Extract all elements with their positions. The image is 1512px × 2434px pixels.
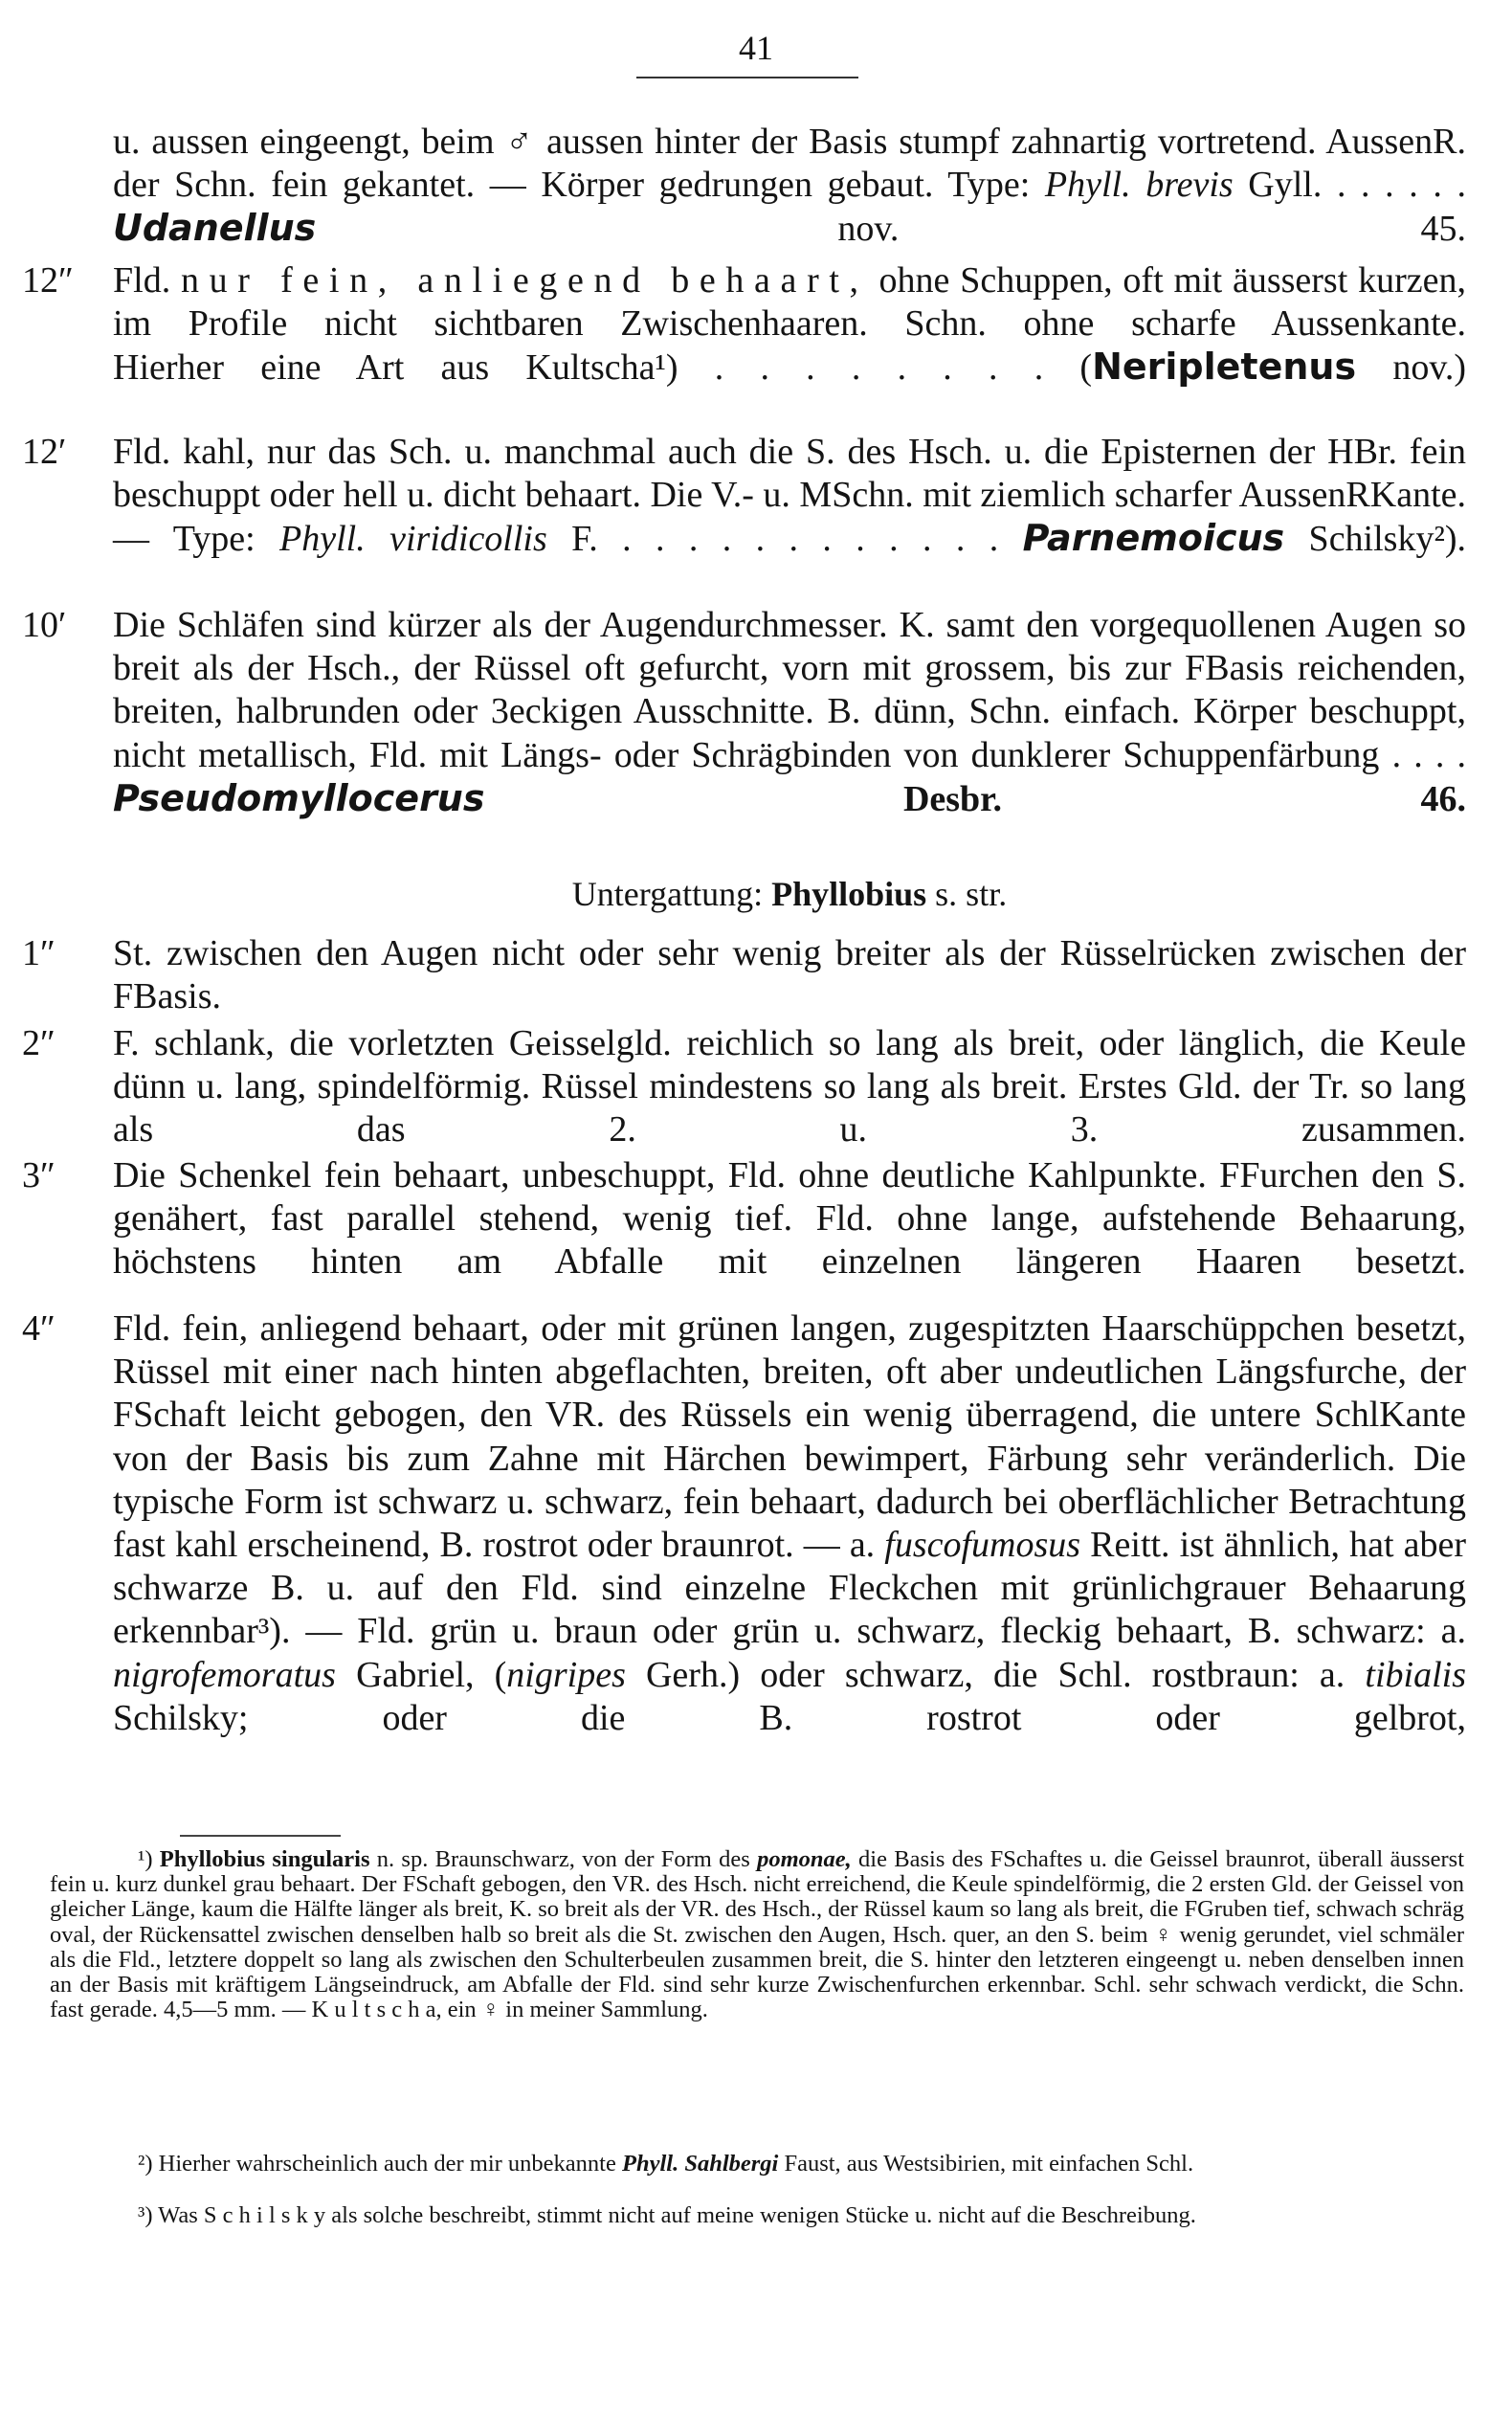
footnote-text: ²) Hierher wahrscheinlich auch der mir unbekannte Phyll. Sahlbergi Faust, aus Westsibirien, mit einfachen Schl. xyxy=(138,2151,1194,2177)
key-entry-4 xyxy=(22,1307,1466,1740)
page-number: 41 xyxy=(739,29,773,67)
key-entry-10-single xyxy=(22,604,1466,821)
footnote-1 xyxy=(50,1847,1464,2022)
key-entry-text: Fld. fein, anliegend behaart, oder mit grünen langen, zugespitzten Haarschüppchen besetzt, Rüssel mit einer nach hinten abgeflachten, breiten, oft aber undeutlichen Längsfurche, der FSchaft leicht gebogen, den VR. des Rüssels ein wenig überragend, die untere SchlKante von der Basis bis zum Zahne mit Härchen bewimpert, Färbung sehr veränderlich. Die typische Form ist schwarz u. schwarz, fein behaart, dadurch bei oberflächlicher Betrachtung fast kahl erscheinend, B. rostrot oder braunrot. — a. fuscofumosus Reitt. ist ähnlich, hat aber schwarze B. u. auf den Fld. sind einzelne Fleckchen mit grünlichgrauer Behaarung erkennbar³). — Fld. grün u. braun oder grün u. schwarz, fleckig behaart, B. schwarz: a. nigrofemoratus Gabriel, (nigripes Gerh.) oder schwarz, die Schl. rostbraun: a. tibialis Schilsky; oder die B. rostrot oder gelbrot, xyxy=(113,1308,1466,1738)
key-entry-number: 12′ xyxy=(22,432,67,472)
subgenus-heading: Untergattung: Phyllobius s. str. xyxy=(571,875,1008,913)
key-entry-text: Fld. kahl, nur das Sch. u. manchmal auch die S. des Hsch. u. die Episternen der HBr. fein beschuppt oder hell u. dicht behaart. Die V.- u. MSchn. mit ziemlich scharfer AussenRKante. — Type: Phyll. viridicollis F. . . . . . . . . . . . . Parnemoicus Schilsky²). xyxy=(113,432,1467,560)
key-entry-text: Die Schenkel fein behaart, unbeschuppt, Fld. ohne deutliche Kahlpunkte. FFurchen den S. genähert, fast parallel stehend, wenig tief. Fld. ohne lange, aufstehende Behaarung, höchstens hinten am Abfalle mit einzelnen längeren Haaren besetzt. xyxy=(113,1155,1466,1283)
key-entry-number: 10′ xyxy=(22,605,67,645)
key-entry-text: Fld. nur fein, anliegend behaart, ohne Schuppen, oft mit äusserst kurzen, im Profile nicht sichtbaren Zwischenhaaren. Schn. ohne scharfe Aussenkante. Hierher eine Art aus Kultscha¹) . . . . . . . . (Neripletenus nov.) xyxy=(113,260,1467,389)
key-entry-text: Die Schläfen sind kürzer als der Augendurchmesser. K. samt den vorgequollenen Augen so breit als der Hsch., der Rüssel oft gefurcht, vorn mit grossem, bis zur FBasis reichenden, breiten, halbrunden oder 3eckigen Ausschnitte. B. dünn, Schn. einfach. Körper beschuppt, nicht metallisch, Fld. mit Längs- oder Schrägbinden von dunklerer Schuppenfärbung . . . . Pseudomyllocerus Desbr. 46. xyxy=(113,605,1466,819)
page-number-rule xyxy=(636,77,858,78)
footnote-3 xyxy=(50,2203,1464,2228)
key-entry-continuation xyxy=(113,121,1466,252)
footnote-text: ¹) Phyllobius singularis n. sp. Braunschwarz, von der Form des pomonae, die Basis des FSchaftes u. die Geissel braunrot, überall äusserst fein u. kurz dunkel grau behaart. Der FSchaft gebogen, den VR. des Hsch. nicht erreichend, die Keule spindelförmig, die 2 ersten Gld. der Geissel von gleicher Länge, kaum die Hälfte länger als breit, K. so breit als der VR. des Hsch., der Rüssel kaum so lang als breit, die FGruben tief, schwach schräg oval, der Rückensattel zwischen denselben halb so breit als die St. zwischen den Augen, Hsch. quer, an den S. beim ♀ wenig gerundet, viel schmäler als die Fld., letztere doppelt so lang als zwischen den Schulterbeulen zusammen breit, die S. hinter den letzteren eingeengt u. neben denselben innen an der Basis mit kräftigem Längseindruck, am Abfalle der Fld. sind sehr kurze Zwischenfurchen erkennbar. Schl. sehr schwach verdickt, die Schn. fast gerade. 4,5—5 mm. — K u l t s c h a, ein ♀ in meiner Sammlung. xyxy=(50,1846,1465,2023)
key-entry-number: 3″ xyxy=(22,1155,56,1195)
footnote-2 xyxy=(50,2152,1464,2177)
key-entry-number: 1″ xyxy=(22,933,56,973)
key-entry-text: F. schlank, die vorletzten Geisselgld. reichlich so lang als breit, oder länglich, die Keule dünn u. lang, spindelförmig. Rüssel mindestens so lang als breit. Erstes Gld. der Tr. so lang als das 2. u. 3. zusammen. xyxy=(113,1023,1466,1150)
key-entry-number: 2″ xyxy=(22,1023,56,1063)
key-entry-text: u. aussen eingeengt, beim ♂ aussen hinter der Basis stumpf zahnartig vortretend. AussenR. der Schn. fein gekantet. — Körper gedrungen gebaut. Type: Phyll. brevis Gyll. . . . . . . Udanellus nov. 45. xyxy=(113,122,1467,250)
key-entry-number: 4″ xyxy=(22,1308,56,1349)
key-entry-3 xyxy=(22,1154,1466,1284)
key-entry-2 xyxy=(22,1022,1466,1152)
key-entry-12-single xyxy=(22,431,1467,562)
key-entry-text: St. zwischen den Augen nicht oder sehr wenig breiter als der Rüsselrücken zwischen der FBasis. xyxy=(113,933,1466,1017)
key-entry-number: 12″ xyxy=(22,260,74,301)
footnote-text: ³) Was S c h i l s k y als solche beschreibt, stimmt nicht auf meine wenigen Stücke u. nicht auf die Beschreibung. xyxy=(138,2202,1196,2228)
footnote-rule xyxy=(180,1835,341,1837)
key-entry-1 xyxy=(22,932,1466,1018)
key-entry-12-double xyxy=(22,259,1467,391)
